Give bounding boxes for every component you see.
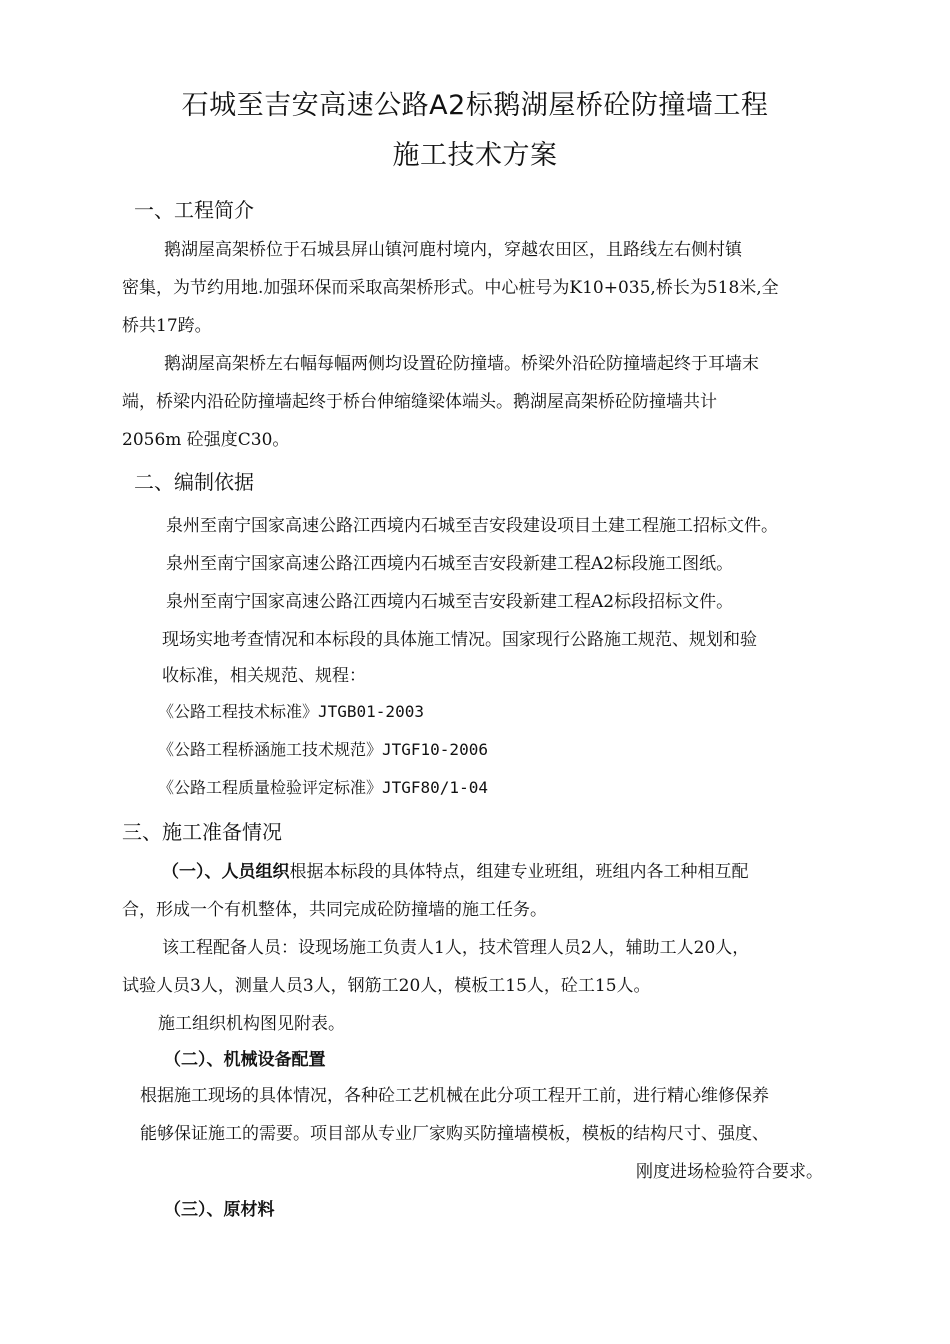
document-subtitle: 施工技术方案 <box>392 140 558 171</box>
section-heading-basis: 二、编制依据 <box>134 470 254 494</box>
equipment-line: 根据施工现场的具体情况，各种砼工艺机械在此分项工程开工前，进行精心维修保养 <box>140 1086 769 1106</box>
equipment-line: 能够保证施工的需要。项目部从专业厂家购买防撞墙模板，模板的结构尺寸、强度、 <box>140 1124 769 1144</box>
section-heading-overview: 一、工程简介 <box>134 198 254 222</box>
section-heading-preparation: 三、施工准备情况 <box>122 820 282 844</box>
subheading-materials: （三）、原材料 <box>164 1200 275 1220</box>
document-title: 石城至吉安高速公路A2标鹅湖屋桥砼防撞墙工程 <box>181 90 769 121</box>
staff-line: 试验人员3人，测量人员3人，钢筋工20人，模板工15人，砼工15人。 <box>122 976 651 996</box>
basis-item: 泉州至南宁国家高速公路江西境内石城至吉安段建设项目土建工程施工招标文件。 <box>166 516 778 536</box>
paragraph-line: 2056m 砼强度C30。 <box>122 430 290 450</box>
paragraph-line: 端，桥梁内沿砼防撞墙起终于桥台伸缩缝梁体端头。鹅湖屋高架桥砼防撞墙共计 <box>122 392 717 412</box>
paragraph-line: 密集，为节约用地.加强环保而采取高架桥形式。中心桩号为K10+035,桥长为518米,全 <box>122 278 779 298</box>
org-chart-note: 施工组织机构图见附表。 <box>158 1014 345 1034</box>
paragraph-line: 合，形成一个有机整体，共同完成砼防撞墙的施工任务。 <box>122 900 547 920</box>
staff-line: 该工程配备人员：设现场施工负责人1人，技术管理人员2人，辅助工人20人， <box>162 938 750 958</box>
basis-item: 泉州至南宁国家高速公路江西境内石城至吉安段新建工程A2标段招标文件。 <box>166 592 734 612</box>
standard-item: 《公路工程技术标准》JTGB01-2003 <box>158 702 424 721</box>
standard-item: 《公路工程质量检验评定标准》JTGF80/1-04 <box>158 778 488 797</box>
personnel-text: 根据本标段的具体特点，组建专业班组，班组内各工种相互配 <box>289 862 749 882</box>
standard-item: 《公路工程桥涵施工技术规范》JTGF10-2006 <box>158 740 488 759</box>
basis-item: 收标准，相关规范、规程： <box>162 666 366 686</box>
personnel-paragraph <box>162 860 749 884</box>
equipment-line: 刚度进场检验符合要求。 <box>636 1162 823 1182</box>
paragraph-line: 鹅湖屋高架桥位于石城县屏山镇河鹿村境内，穿越农田区，且路线左右侧村镇 <box>164 240 742 260</box>
subheading-equipment: （二）、机械设备配置 <box>164 1050 326 1070</box>
paragraph-line: 桥共17跨。 <box>122 316 212 336</box>
basis-item: 现场实地考查情况和本标段的具体施工情况。国家现行公路施工规范、规划和验 <box>162 630 757 650</box>
basis-item: 泉州至南宁国家高速公路江西境内石城至吉安段新建工程A2标段施工图纸。 <box>166 554 734 574</box>
paragraph-line: 鹅湖屋高架桥左右幅每幅两侧均设置砼防撞墙。桥梁外沿砼防撞墙起终于耳墙末 <box>164 354 759 374</box>
subheading-personnel: （一）、人员组织 <box>162 862 290 882</box>
